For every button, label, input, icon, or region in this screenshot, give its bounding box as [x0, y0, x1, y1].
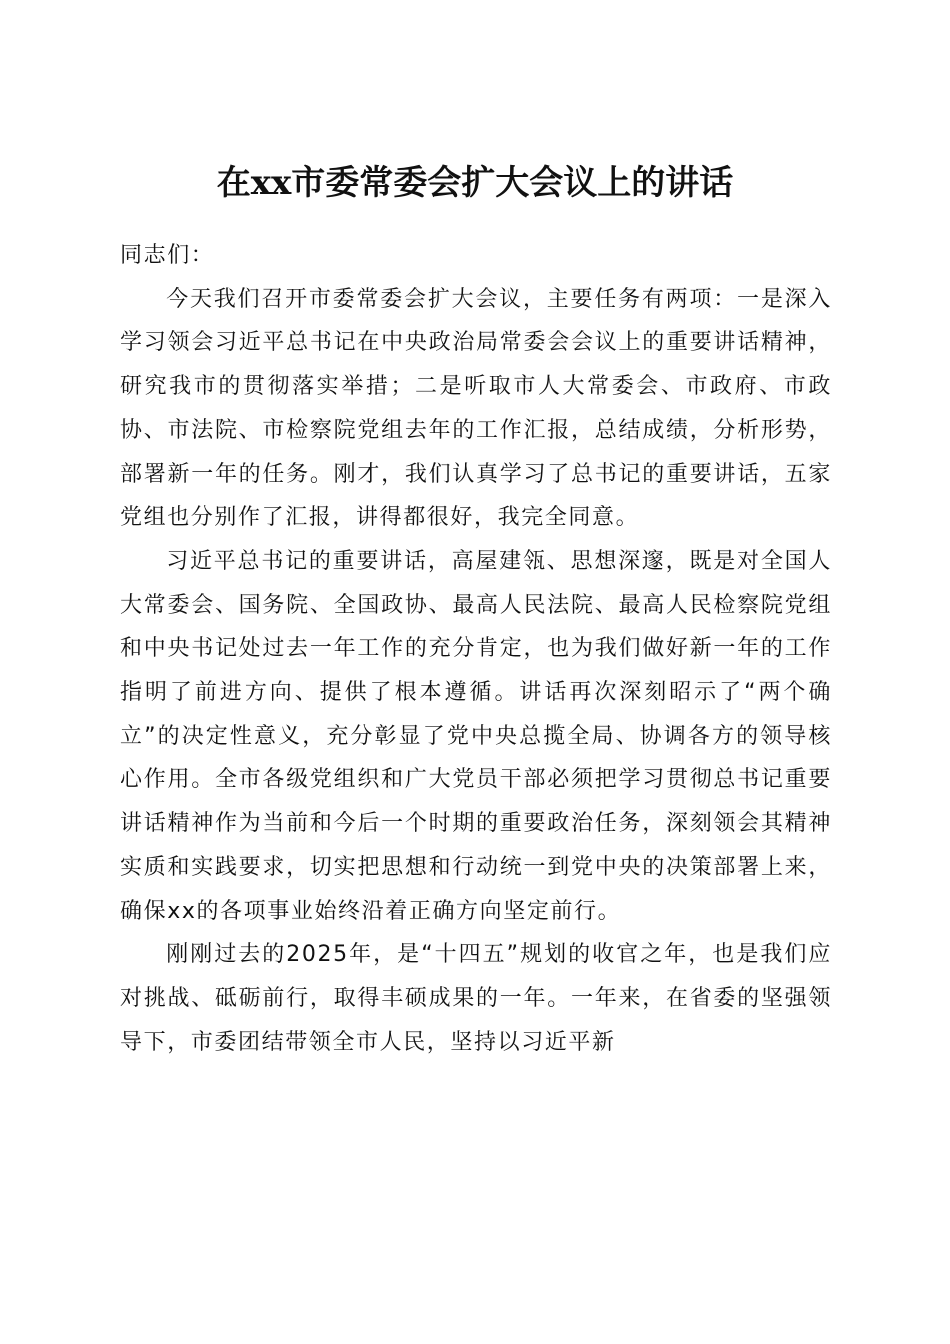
document-body [120, 234, 832, 1064]
salutation: 同志们： [120, 243, 215, 268]
document-title: 在xx市委常委会扩大会议上的讲话 [216, 162, 734, 203]
paragraph-2: 习近平总书记的重要讲话，高屋建瓴、思想深邃，既是对全国人大常委会、国务院、全国政协、最高人民法院、最高人民检察院党组和中央书记处过去一年工作的充分肯定，也为我们做好新一年的工作指明了前进方向、提供了根本遵循。讲话再次深刻昭示了“两个确立”的决定性意义，充分彰显了党中央总揽全局、协调各方的领导核心作用。全市各级党组织和广大党员干部必须把学习贯彻总书记重要讲话精神作为当前和今后一个时期的重要政治任务，深刻领会其精神实质和实践要求，切实把思想和行动统一到党中央的决策部署上来，确保xx的各项事业始终沿着正确方向坚定前行。 [120, 548, 832, 924]
paragraph-1: 今天我们召开市委常委会扩大会议，主要任务有两项：一是深入学习领会习近平总书记在中央政治局常委会会议上的重要讲话精神，研究我市的贯彻落实举措；二是听取市人大常委会、市政府、市政协、市法院、市检察院党组去年的工作汇报，总结成绩，分析形势，部署新一年的任务。刚才，我们认真学习了总书记的重要讲话，五家党组也分别作了汇报，讲得都很好，我完全同意。 [120, 286, 832, 531]
paragraph-3: 刚刚过去的2025年，是“十四五”规划的收官之年，也是我们应对挑战、砥砺前行，取得丰硕成果的一年。一年来，在省委的坚强领导下，市委团结带领全市人民，坚持以习近平新 [120, 942, 832, 1055]
